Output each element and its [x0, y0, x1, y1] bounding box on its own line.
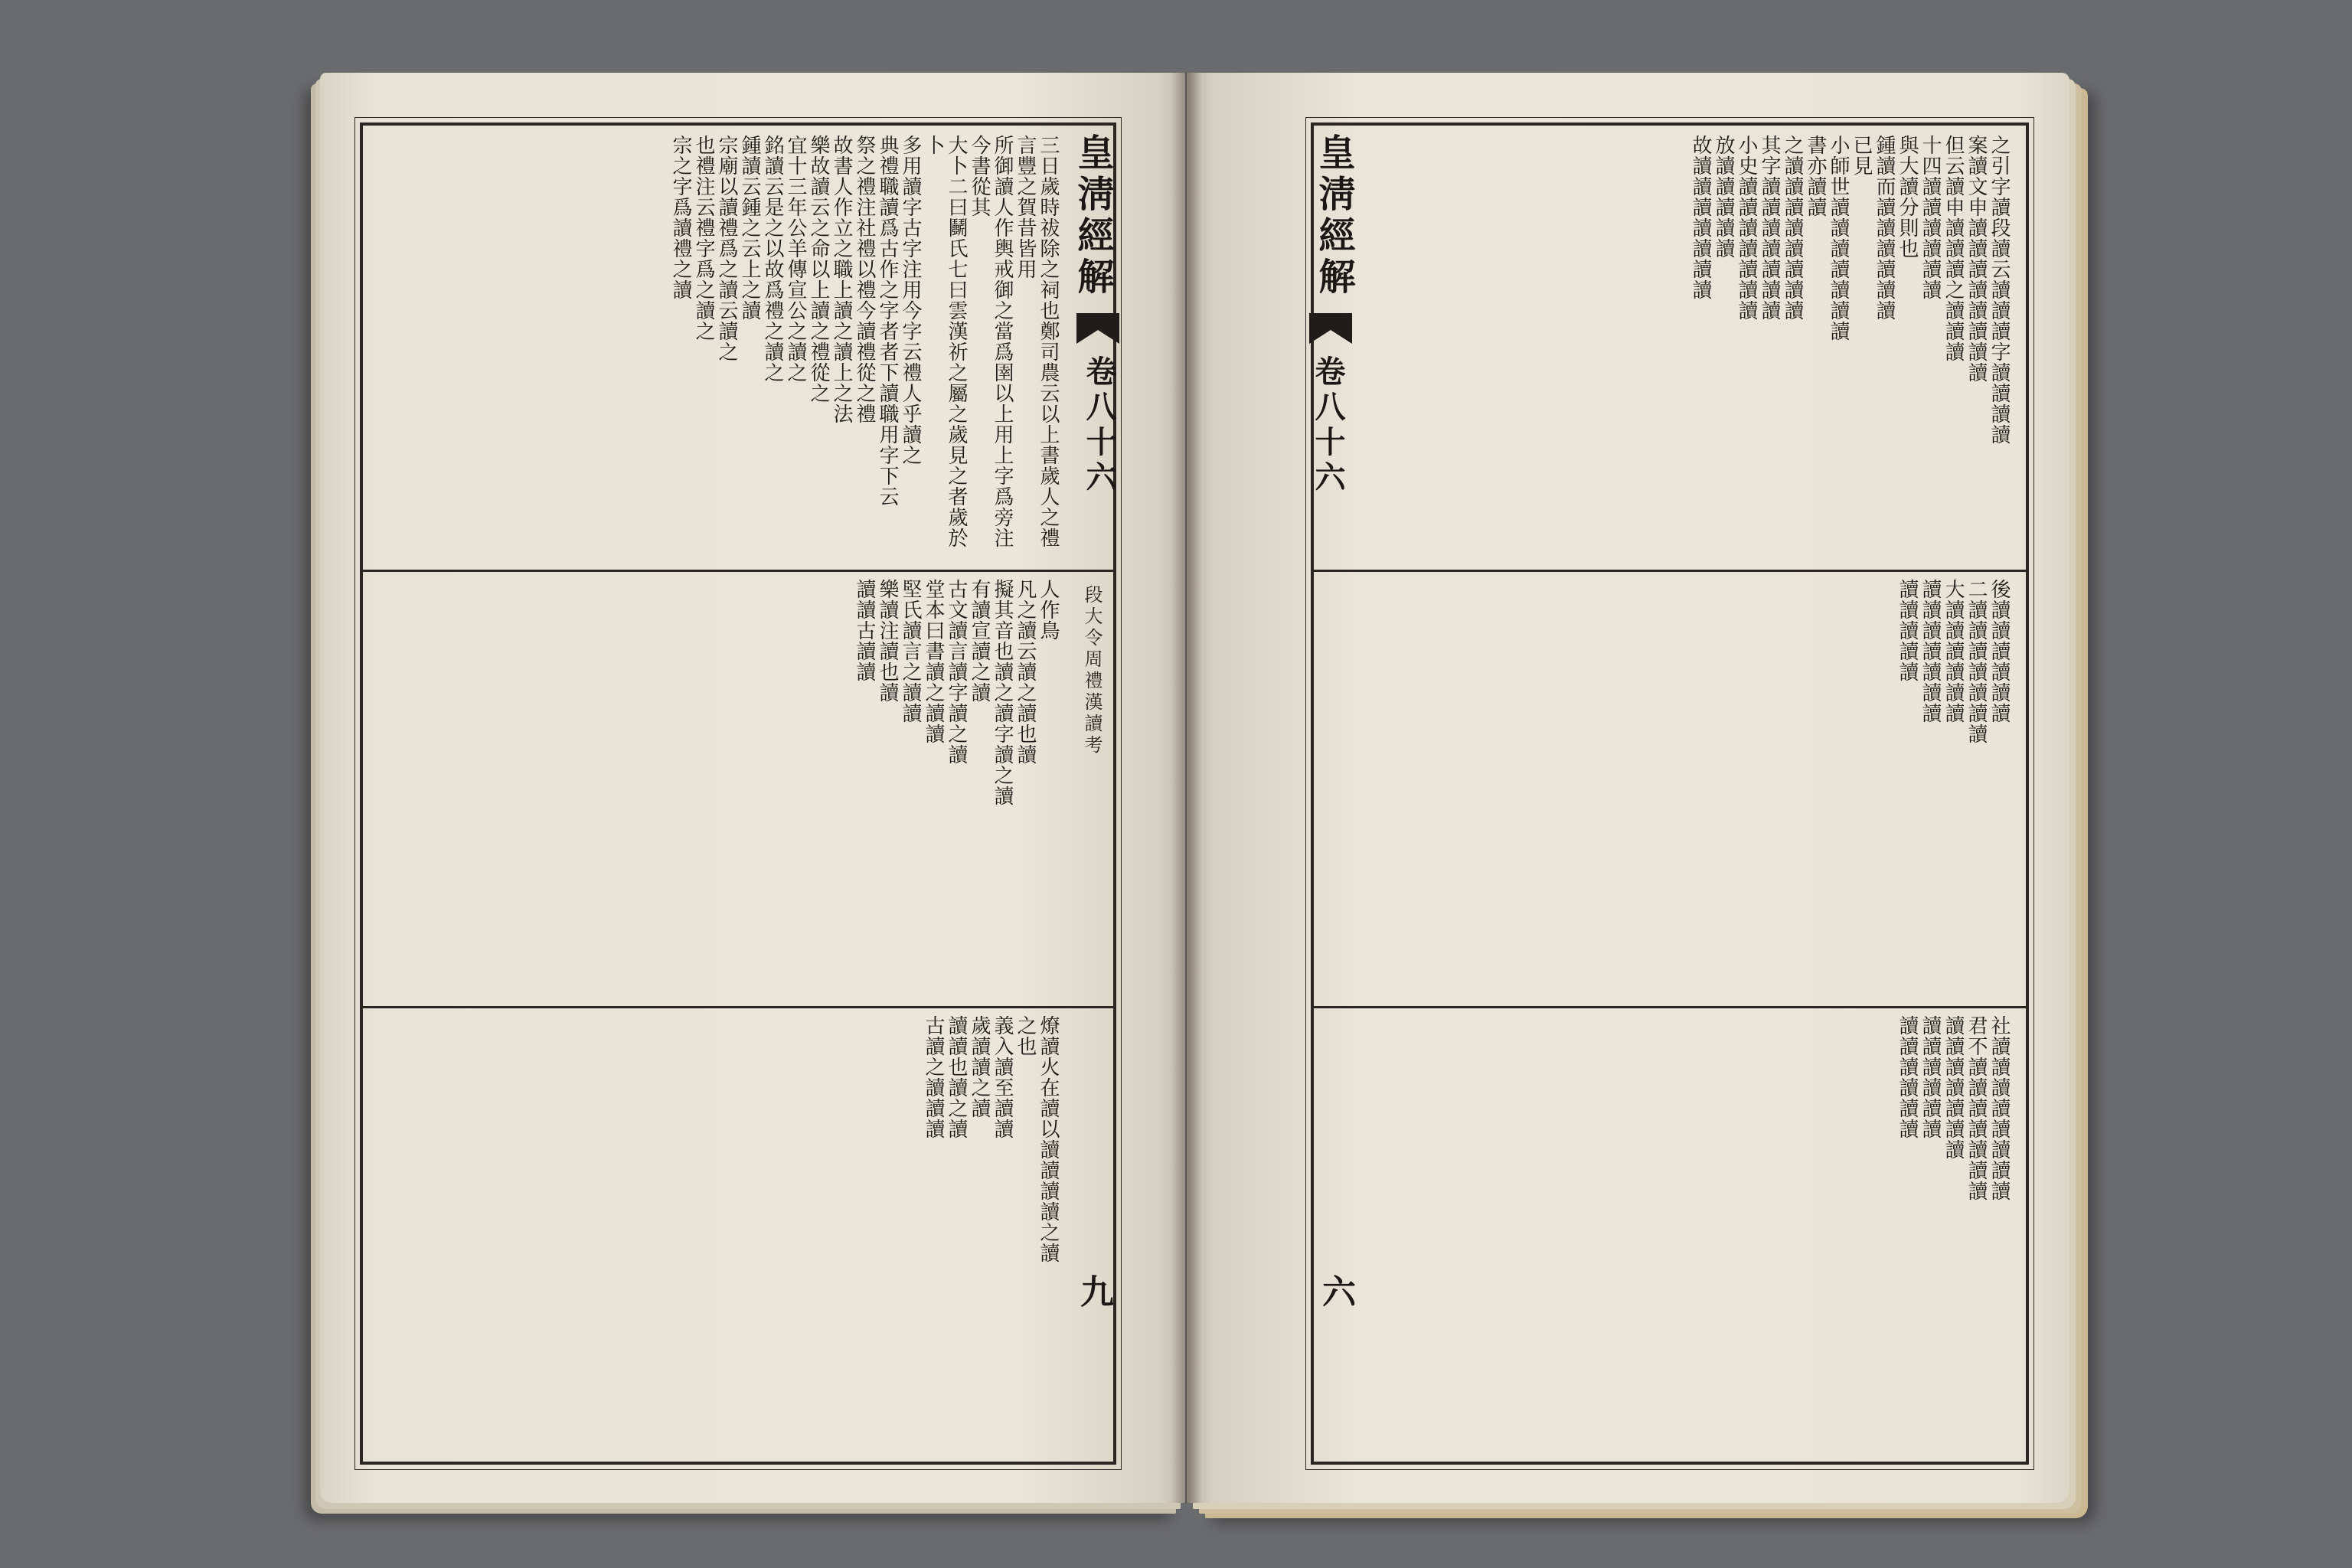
text-column: 義入讀至讀讀: [991, 1015, 1014, 1139]
text-column: 之引字讀段讀云讀讀讀字讀讀讀讀: [1988, 135, 2011, 445]
right-bottom-text-block: [1367, 1015, 2011, 1452]
text-column: 古讀之讀讀讀: [922, 1015, 945, 1139]
text-column: 人作鳥: [1037, 579, 1060, 641]
text-column: 讀讀讀讀讀讀讀: [1919, 579, 1942, 724]
text-column: 讀讀讀讀讀讀讀: [1942, 1015, 1965, 1160]
right-middle-text-block: [1367, 579, 2011, 998]
text-column: 讀讀讀讀讀: [1896, 579, 1919, 682]
text-column: 已見: [1850, 135, 1873, 176]
text-column: 大卜二曰鬭氏七曰雲漢祈之屬之歲見之者歲於卜: [922, 135, 968, 548]
text-column: 宗廟以讀禮爲之讀云讀之: [715, 135, 738, 362]
text-column: 堂本曰書讀之讀讀: [922, 579, 945, 744]
text-column: 讀讀也讀之讀: [945, 1015, 968, 1139]
right-page: [1187, 73, 2069, 1503]
text-column: 讀讀古讀讀: [853, 579, 876, 682]
text-column: 也禮注云禮字爲之讀之: [692, 135, 715, 341]
text-column: 與大讀分則也: [1896, 135, 1919, 259]
text-column: 三日歲時祓除之祠也鄭司農云以上書歲人之禮言豐之賀昔皆用: [1014, 135, 1060, 548]
text-column: 後讀讀讀讀讀讀: [1988, 579, 2011, 724]
left-middle-text-block: [378, 579, 1060, 998]
text-column: 讀讀讀讀讀讀: [1896, 1015, 1919, 1139]
text-column: 讀讀讀讀讀讀: [1919, 1015, 1942, 1139]
left-banner-title: 皇淸經解: [1071, 133, 1114, 299]
left-author-line: 段大令周禮漢讀考: [1081, 585, 1102, 756]
text-column: 銘讀云是之以故爲禮之讀之: [761, 135, 784, 383]
text-column: 小師世讀讀讀讀讀讀讀: [1827, 135, 1850, 341]
text-column: 君不讀讀讀讀讀讀讀: [1965, 1015, 1988, 1201]
right-page-frame: [1311, 122, 2029, 1465]
right-volume-label: 卷八十六: [1310, 355, 1346, 496]
right-top-text-block: [1367, 135, 2011, 564]
text-column: 燎讀火在讀以讀讀讀讀之讀: [1037, 1015, 1060, 1263]
text-column: 十四讀讀讀讀讀讀: [1919, 135, 1942, 300]
left-bottom-text-block: [378, 1015, 1060, 1452]
text-column: 樂故讀云之命以上讀之禮從之: [807, 135, 830, 403]
left-register-line-1: [363, 570, 1113, 572]
right-register-line-1: [1314, 570, 2026, 572]
text-column: 擬其音也讀之讀字讀之讀: [991, 579, 1014, 806]
text-column: 多用讀字古字注用今字云禮人乎讀之: [899, 135, 922, 466]
text-column: 但云讀申讀讀讀之讀讀讀: [1942, 135, 1965, 362]
text-column: 二讀讀讀讀讀讀讀: [1965, 579, 1988, 744]
text-column: 鍾讀云鍾之云上之讀: [738, 135, 761, 321]
text-column: 小史讀讀讀讀讀讀讀: [1735, 135, 1758, 321]
text-column: 樂讀注讀也讀: [876, 579, 899, 703]
left-fish-tail-ornament: [1076, 313, 1119, 344]
left-page: [320, 73, 1185, 1503]
text-column: 凡之讀云讀之讀也讀: [1014, 579, 1037, 765]
text-column: 其字讀讀讀讀讀讀讀: [1758, 135, 1781, 321]
left-top-text-block: [378, 135, 1060, 564]
text-column: 鍾讀而讀讀讀讀讀讀: [1873, 135, 1896, 321]
text-column: 之讀讀讀讀讀讀讀讀: [1781, 135, 1804, 321]
text-column: 放讀讀讀讀讀: [1712, 135, 1735, 259]
text-column: 案讀文申讀讀讀讀讀讀讀讀: [1965, 135, 1988, 383]
text-column: 典禮職讀爲古作之字者者下讀職用字下云: [876, 135, 899, 507]
text-column: 宜十三年公羊傳宣公之讀之: [784, 135, 807, 383]
text-column: 故書人作立之職上讀之讀上之法: [830, 135, 853, 424]
text-column: 故讀讀讀讀讀讀讀: [1689, 135, 1712, 300]
open-book: [320, 73, 2069, 1503]
right-banner-title: 皇淸經解: [1312, 133, 1355, 299]
text-column: 歲讀讀之讀: [968, 1015, 991, 1119]
text-column: 堅氏讀言之讀讀: [899, 579, 922, 724]
text-column: 古文讀言讀字讀之讀: [945, 579, 968, 765]
right-fish-tail-ornament: [1309, 313, 1352, 344]
right-register-line-2: [1314, 1006, 2026, 1008]
text-column: 大讀讀讀讀讀讀: [1942, 579, 1965, 724]
text-column: 有讀宣讀之讀: [968, 579, 991, 703]
text-column: 社讀讀讀讀讀讀讀讀: [1988, 1015, 2011, 1201]
text-column: 之也: [1014, 1015, 1037, 1057]
right-folio-number: 六: [1316, 1274, 1355, 1308]
left-register-line-2: [363, 1006, 1113, 1008]
left-folio-number: 九: [1074, 1274, 1113, 1308]
text-column: 宗之字爲讀禮之讀: [669, 135, 692, 300]
left-page-frame: [360, 122, 1116, 1465]
left-volume-label: 卷八十六: [1081, 355, 1117, 496]
text-column: 所御讀人作輿戒御之當爲圉以上用上字爲旁注今書從其: [968, 135, 1014, 548]
text-column: 祭之禮注社禮以禮今讀禮從之禮: [853, 135, 876, 424]
text-column: 書亦讀讀: [1804, 135, 1827, 217]
